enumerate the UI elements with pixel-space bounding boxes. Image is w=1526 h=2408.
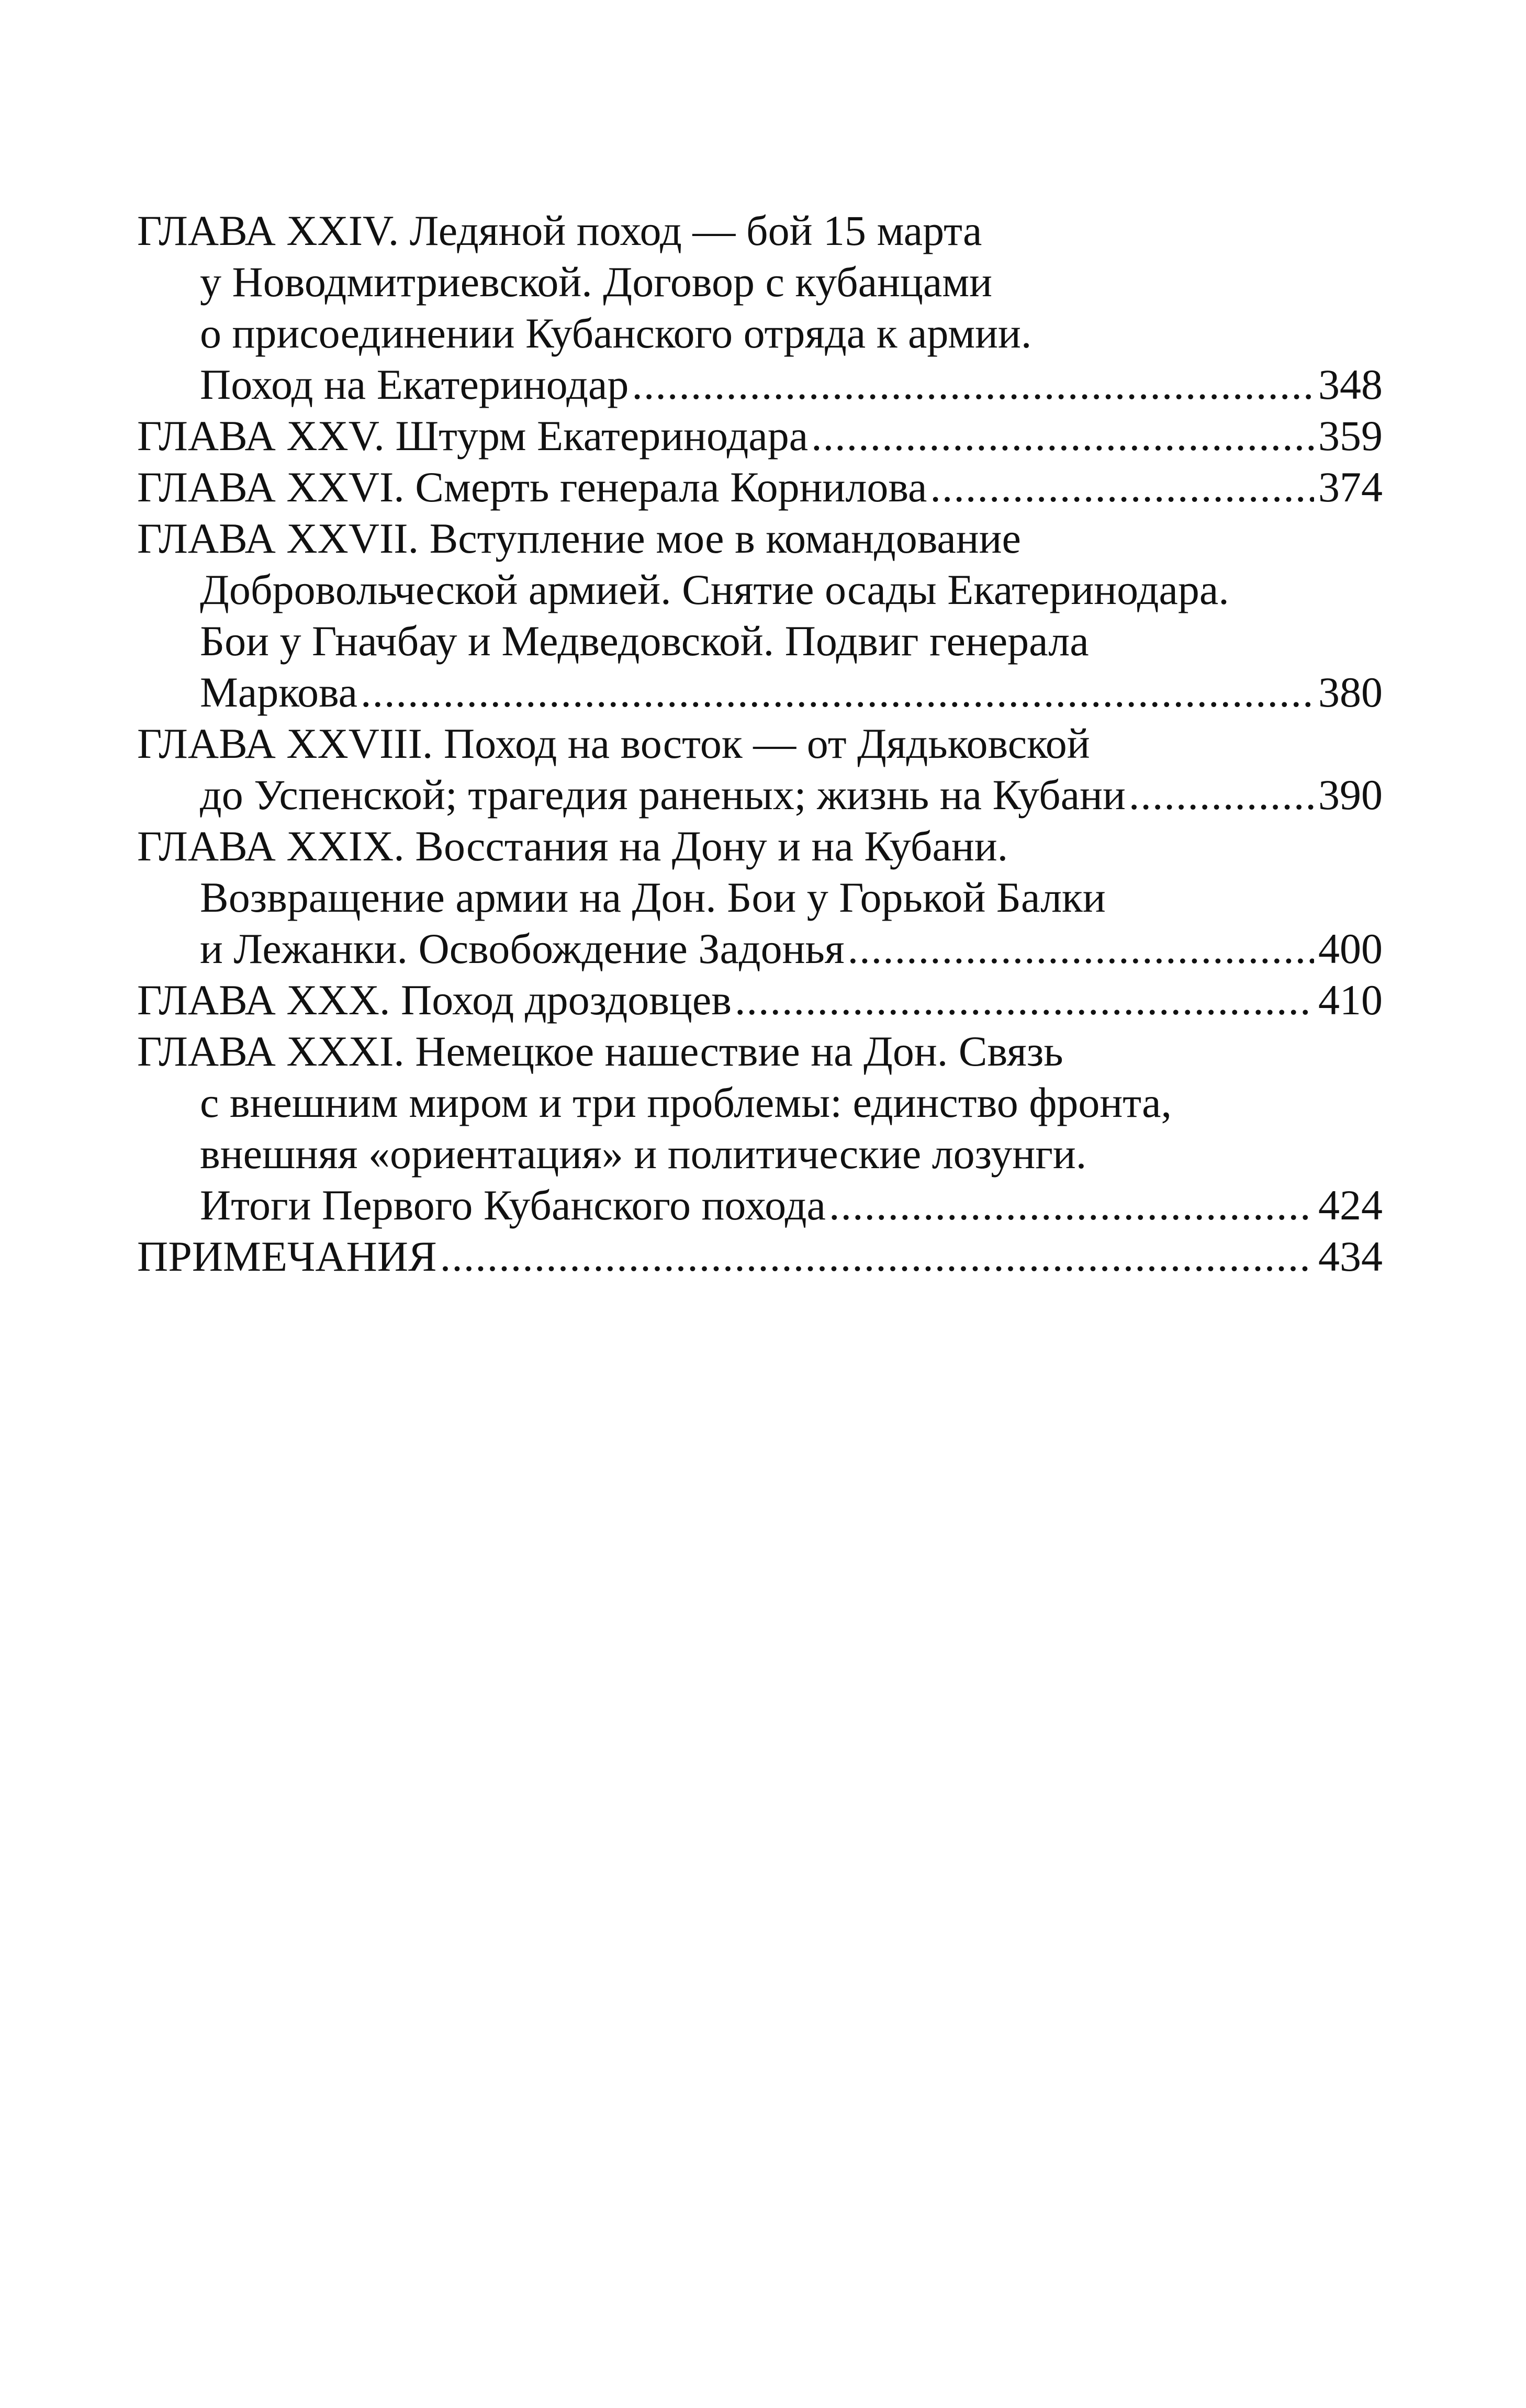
toc-entry-text: до Успенской; трагедия раненых; жизнь на Кубани: [200, 771, 1126, 819]
page-number: 424: [1318, 1181, 1383, 1229]
table-of-contents: [137, 205, 1383, 1282]
toc-entry-text: и Лежанки. Освобождение Задонья: [200, 925, 845, 972]
toc-entry-last-line: [137, 410, 1383, 462]
toc-entry-last-line: [137, 359, 1383, 410]
page-number: 400: [1318, 925, 1383, 972]
dot-leader: [930, 462, 1314, 513]
toc-entry[interactable]: [137, 513, 1383, 718]
toc-entry-line: Бои у Гначбау и Медведовской. Подвиг генерала: [200, 617, 1089, 665]
dot-leader: [811, 410, 1314, 462]
toc-entry-line: Добровольческой армией. Снятие осады Екатеринодара.: [200, 566, 1229, 613]
dot-leader: [632, 359, 1314, 410]
toc-entry[interactable]: [137, 1026, 1383, 1231]
toc-entry-text: ГЛАВА XXX. Поход дроздовцев: [137, 976, 732, 1024]
toc-entry-line: ГЛАВА XXVIII. Поход на восток — от Дядьковской: [137, 720, 1090, 767]
toc-entry-last-line: [137, 923, 1383, 975]
toc-entry-line: ГЛАВА XXIX. Восстания на Дону и на Кубани.: [137, 822, 1008, 870]
page-number: 359: [1318, 412, 1383, 460]
page-number: 390: [1318, 771, 1383, 819]
toc-entry-line: у Новодмитриевской. Договор с кубанцами: [200, 258, 993, 306]
dot-leader: [829, 1180, 1314, 1231]
toc-entry-text: ГЛАВА XXVI. Смерть генерала Корнилова: [137, 463, 927, 511]
dot-leader: [848, 923, 1314, 975]
toc-entry-last-line: [137, 1231, 1383, 1282]
toc-entry-text: Поход на Екатеринодар: [200, 361, 629, 408]
toc-entry-line: с внешним миром и три проблемы: единство фронта,: [200, 1079, 1172, 1126]
toc-entry-line: Возвращение армии на Дон. Бои у Горькой Балки: [200, 873, 1106, 921]
toc-entry-last-line: [137, 462, 1383, 513]
toc-entry[interactable]: [137, 205, 1383, 410]
page-number: 374: [1318, 463, 1383, 511]
toc-entry-last-line: [137, 975, 1383, 1026]
toc-entry[interactable]: [137, 462, 1383, 513]
page-number: 348: [1318, 361, 1383, 408]
toc-entry-text: Итоги Первого Кубанского похода: [200, 1181, 826, 1229]
toc-entry-last-line: [137, 769, 1383, 821]
dot-leader: [735, 975, 1314, 1026]
toc-entry-line: ГЛАВА XXIV. Ледяной поход — бой 15 марта: [137, 207, 982, 254]
toc-entry[interactable]: [137, 821, 1383, 975]
toc-entry-text: Маркова: [200, 668, 358, 716]
toc-entry-last-line: [137, 1180, 1383, 1231]
toc-entry[interactable]: [137, 1231, 1383, 1282]
page-number: 380: [1318, 668, 1383, 716]
toc-entry-line: о присоединении Кубанского отряда к армии.: [200, 309, 1032, 357]
toc-entry[interactable]: [137, 410, 1383, 462]
toc-entry-line: ГЛАВА XXXI. Немецкое нашествие на Дон. Связь: [137, 1027, 1063, 1075]
toc-entry-line: ГЛАВА XXVII. Вступление мое в командование: [137, 514, 1021, 562]
toc-entry-last-line: [137, 667, 1383, 718]
dot-leader: [361, 667, 1314, 718]
toc-entry-text: ПРИМЕЧАНИЯ: [137, 1233, 437, 1280]
toc-entry-line: внешняя «ориентация» и политические лозунги.: [200, 1130, 1087, 1178]
toc-entry[interactable]: [137, 718, 1383, 821]
page-number: 410: [1318, 976, 1383, 1024]
dot-leader: [1129, 769, 1314, 821]
dot-leader: [440, 1231, 1314, 1282]
page-number: 434: [1318, 1233, 1383, 1280]
toc-entry-text: ГЛАВА XXV. Штурм Екатеринодара: [137, 412, 809, 460]
toc-entry[interactable]: [137, 975, 1383, 1026]
